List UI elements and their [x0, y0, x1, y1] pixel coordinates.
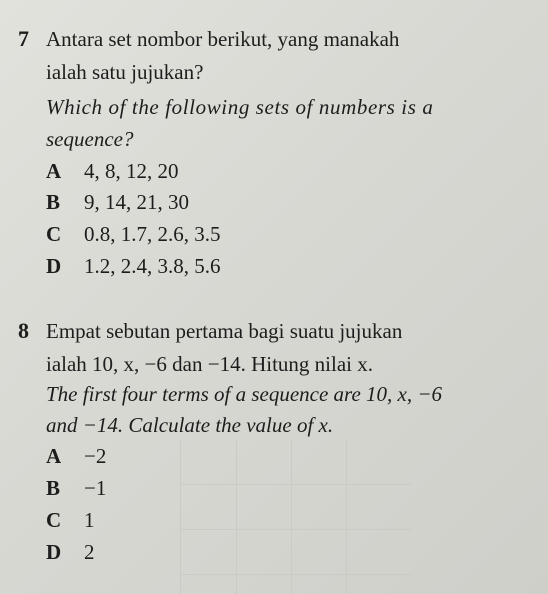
option-b[interactable] [46, 476, 106, 501]
option-text: −1 [84, 476, 107, 500]
option-a[interactable] [46, 159, 179, 184]
show-through-table [180, 440, 411, 594]
option-d[interactable] [46, 540, 95, 565]
option-letter: C [46, 222, 62, 246]
option-text: −2 [84, 444, 107, 468]
option-text: 2 [84, 540, 95, 564]
question-text-english: and −14. Calculate the value of x. [46, 413, 334, 437]
option-letter: D [46, 540, 62, 564]
option-letter: C [46, 508, 62, 532]
option-letter: A [46, 159, 62, 183]
question-text-malay: ialah satu jujukan? [46, 60, 204, 84]
option-letter: B [46, 190, 61, 214]
option-text: 1 [84, 508, 95, 532]
option-text: 9, 14, 21, 30 [84, 190, 189, 214]
option-letter: A [46, 444, 62, 468]
option-letter: B [46, 476, 61, 500]
option-text: 0.8, 1.7, 2.6, 3.5 [84, 222, 221, 246]
question-text-malay: ialah 10, x, −6 dan −14. Hitung nilai x. [46, 352, 373, 376]
option-c[interactable] [46, 222, 221, 247]
option-text: 1.2, 2.4, 3.8, 5.6 [84, 254, 221, 278]
question-text-malay: Antara set nombor berikut, yang manakah [46, 27, 400, 51]
option-c[interactable] [46, 508, 95, 533]
question-text-english: The first four terms of a sequence are 10, x, −6 [46, 382, 443, 406]
question-number: 7 [18, 26, 29, 51]
option-b[interactable] [46, 190, 189, 215]
question-text-english: Which of the following sets of numbers is a [46, 95, 434, 119]
question-number: 8 [18, 318, 29, 343]
option-letter: D [46, 254, 62, 278]
option-text: 4, 8, 12, 20 [84, 159, 179, 183]
option-a[interactable] [46, 444, 106, 469]
option-d[interactable] [46, 254, 221, 279]
question-text-malay: Empat sebutan pertama bagi suatu jujukan [46, 319, 403, 343]
question-text-english: sequence? [46, 127, 134, 151]
